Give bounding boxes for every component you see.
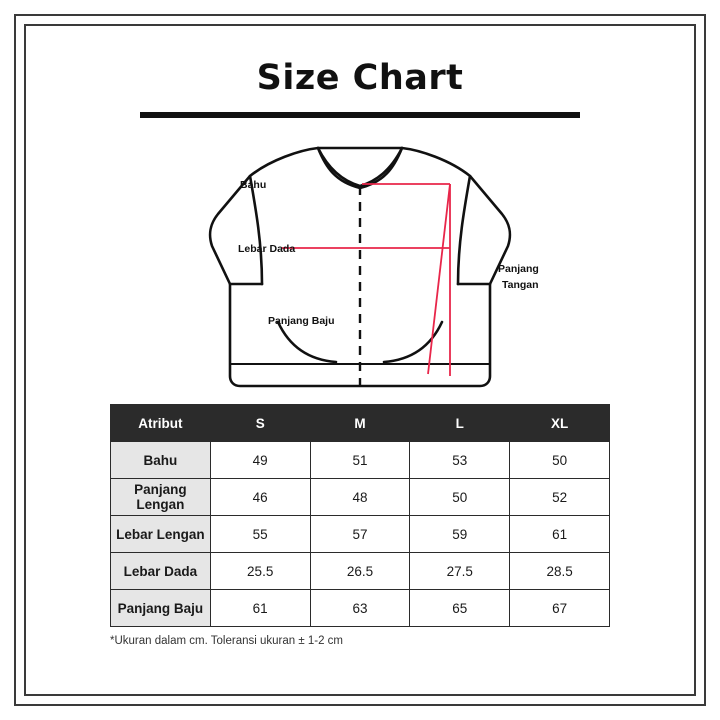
title-underline-rule	[140, 112, 580, 118]
left-pocket-line	[278, 322, 336, 362]
cell-attribute: Lebar Lengan	[111, 516, 211, 553]
cell-m: 48	[310, 479, 410, 516]
label-lebar-dada: Lebar Dada	[238, 243, 296, 255]
page-title: Size Chart	[256, 58, 464, 98]
left-sleeve-seam	[250, 176, 262, 284]
cell-m: 51	[310, 442, 410, 479]
content-area	[40, 40, 680, 680]
measurement-note: *Ukuran dalam cm. Toleransi ukuran ± 1-2 cm	[110, 635, 343, 647]
cell-attribute: Panjang Lengan	[111, 479, 211, 516]
table-header-row	[111, 405, 610, 442]
cell-s: 46	[210, 479, 310, 516]
header-size-xl: XL	[510, 405, 610, 442]
hood-right-edge	[360, 148, 402, 188]
cell-l: 27.5	[410, 553, 510, 590]
cell-l: 65	[410, 590, 510, 627]
table-row	[111, 479, 610, 516]
cell-s: 55	[210, 516, 310, 553]
cell-attribute: Lebar Dada	[111, 553, 211, 590]
header-size-l: L	[410, 405, 510, 442]
cell-m: 57	[310, 516, 410, 553]
label-panjang-tangan-line2: Tangan	[502, 279, 539, 291]
label-bahu: Bahu	[240, 179, 267, 191]
header-size-m: M	[310, 405, 410, 442]
cell-xl: 67	[510, 590, 610, 627]
table-row	[111, 442, 610, 479]
cell-attribute: Panjang Baju	[111, 590, 211, 627]
label-panjang-baju: Panjang Baju	[268, 315, 335, 327]
header-attribute: Atribut	[111, 405, 211, 442]
cell-s: 25.5	[210, 553, 310, 590]
cell-s: 61	[210, 590, 310, 627]
cell-l: 53	[410, 442, 510, 479]
cell-xl: 61	[510, 516, 610, 553]
cell-xl: 28.5	[510, 553, 610, 590]
hoodie-illustration	[150, 124, 570, 396]
table-row	[111, 553, 610, 590]
cell-attribute: Bahu	[111, 442, 211, 479]
table-row	[111, 516, 610, 553]
table-row	[111, 590, 610, 627]
cell-s: 49	[210, 442, 310, 479]
label-panjang-tangan-line1: Panjang	[498, 263, 539, 275]
header-size-s: S	[210, 405, 310, 442]
size-table	[110, 404, 610, 627]
garment-diagram	[40, 124, 680, 394]
cell-m: 63	[310, 590, 410, 627]
size-table-head	[111, 405, 610, 442]
collar-v	[318, 148, 402, 186]
sleeve-diagonal-measure-line	[428, 184, 450, 374]
right-sleeve-seam	[458, 176, 470, 284]
cell-xl: 52	[510, 479, 610, 516]
size-table-body	[111, 442, 610, 627]
cell-m: 26.5	[310, 553, 410, 590]
cell-l: 50	[410, 479, 510, 516]
cell-l: 59	[410, 516, 510, 553]
cell-xl: 50	[510, 442, 610, 479]
hood-left-edge	[318, 148, 360, 188]
